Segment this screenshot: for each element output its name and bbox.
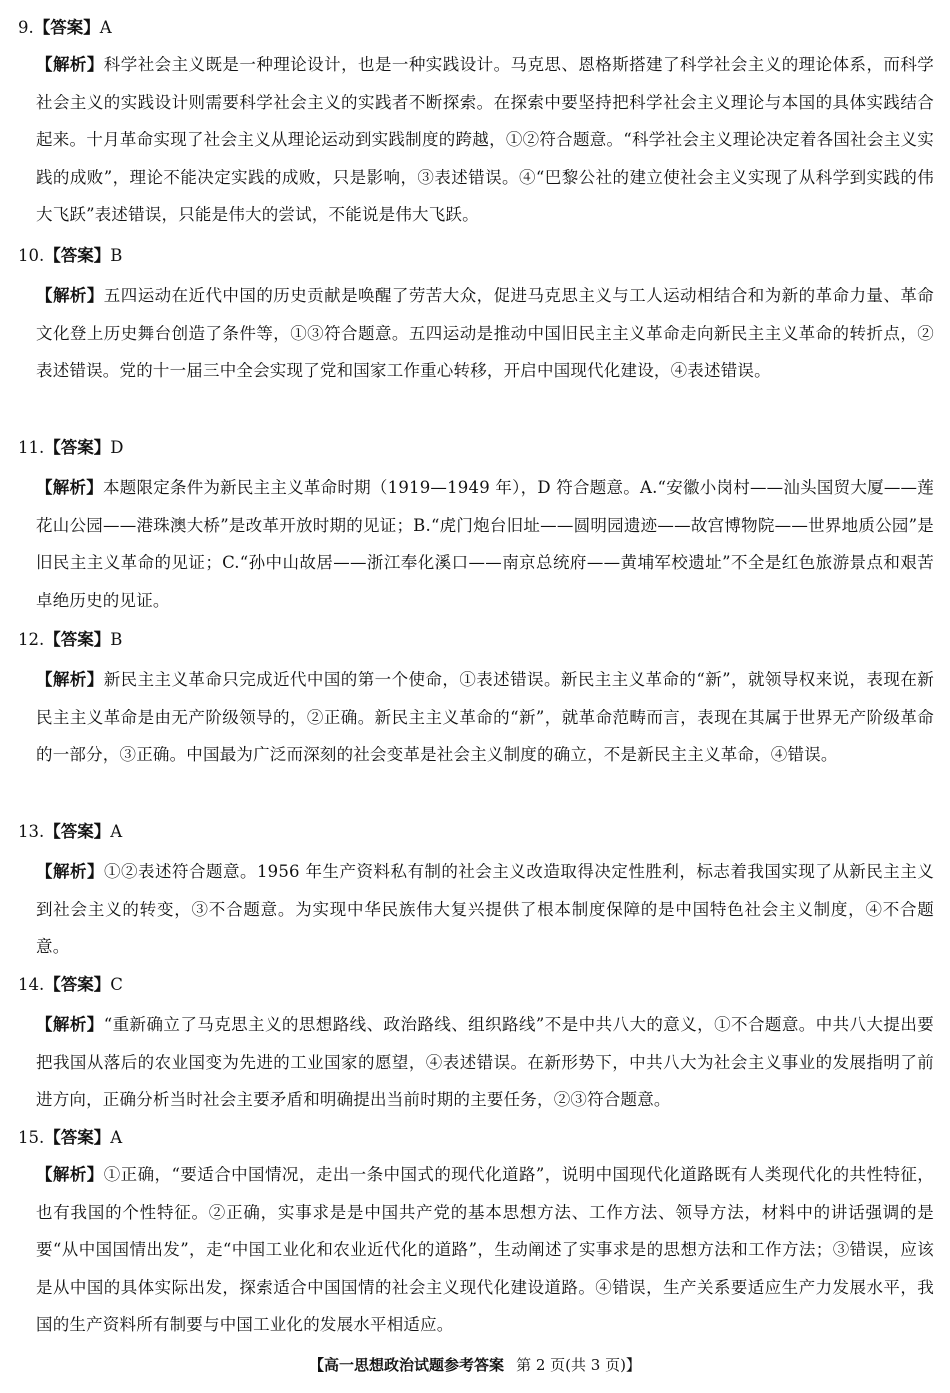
question-number: 9. [18, 18, 34, 37]
analysis-label: 【解析】 [36, 286, 104, 305]
analysis-block-11 [36, 469, 934, 619]
analysis-block-15 [36, 1156, 934, 1344]
footer-title: 【高一思想政治试题参考答案 [309, 1356, 505, 1374]
answer-line-10 [18, 244, 918, 268]
answer-line-12 [18, 628, 918, 652]
answer-label: 【答案】 [44, 438, 111, 457]
answer-line-13 [18, 820, 918, 844]
answer-label: 【答案】 [44, 975, 111, 994]
analysis-block-14 [36, 1006, 934, 1119]
analysis-text: 五四运动在近代中国的历史贡献是唤醒了劳苦大众，促进马克思主义与工人运动相结合和为新的革命力量、革命文化登上历史舞台创造了条件等，①③符合题意。五四运动是推动中国旧民主主义革命走向新民主主义革命的转折点，②表述错误。党的十一届三中全会实现了党和国家工作重心转移，开启中国现代化建设，④表述错误。 [36, 286, 934, 380]
answer-value: A [110, 822, 123, 841]
answer-value: B [110, 246, 123, 265]
answer-value: A [110, 1128, 123, 1147]
analysis-text: 本题限定条件为新民主主义革命时期（1919—1949 年），D 符合题意。A.“安徽小岗村——汕头国贸大厦——莲花山公园——港珠澳大桥”是改革开放时期的见证；B.“虎门炮台旧址——圆明园遗迹——故宫博物院——世界地质公园”是旧民主主义革命的见证；C.“孙中山故居——浙江奉化溪口——南京总统府——黄埔军校遗址”不全是红色旅游景点和艰苦卓绝历史的见证。 [36, 478, 934, 610]
answer-value: A [99, 18, 112, 37]
analysis-text: “重新确立了马克思主义的思想路线、政治路线、组织路线”不是中共八大的意义，①不合题意。中共八大提出要把我国从落后的农业国变为先进的工业国家的愿望，④表述错误。在新形势下，中共八大为社会主义事业的发展指明了前进方向，正确分析当时社会主要矛盾和明确提出当前时期的主要任务，②③符合题意。 [36, 1015, 934, 1109]
question-number: 15. [18, 1128, 45, 1147]
analysis-label: 【解析】 [36, 1165, 104, 1184]
footer-page-number: 第 2 页(共 3 页)】 [516, 1356, 641, 1374]
analysis-text: 新民主主义革命只完成近代中国的第一个使命，①表述错误。新民主主义革命的“新”，就领导权来说，表现在新民主主义革命是由无产阶级领导的，②正确。新民主主义革命的“新”，就革命范畴而言，表现在其属于世界无产阶级革命的一部分，③正确。中国最为广泛而深刻的社会变革是社会主义制度的确立，不是新民主主义革命，④错误。 [36, 670, 934, 764]
answer-label: 【答案】 [44, 1128, 111, 1147]
answer-line-14 [18, 973, 918, 997]
answer-label: 【答案】 [44, 246, 111, 265]
answer-value: B [110, 630, 123, 649]
answer-value: D [110, 438, 124, 457]
analysis-block-12 [36, 661, 934, 774]
analysis-block-9 [36, 46, 934, 234]
answer-line-15 [18, 1126, 918, 1150]
analysis-text: ①②表述符合题意。1956 年生产资料私有制的社会主义改造取得决定性胜利，标志着我国实现了从新民主主义到社会主义的转变，③不合题意。为实现中华民族伟大复兴提供了根本制度保障的是中国特色社会主义制度，④不合题意。 [36, 862, 934, 956]
analysis-label: 【解析】 [36, 55, 104, 74]
analysis-text: 科学社会主义既是一种理论设计，也是一种实践设计。马克思、恩格斯搭建了科学社会主义的理论体系，而科学社会主义的实践设计则需要科学社会主义的实践者不断探索。在探索中要坚持把科学社会主义理论与本国的具体实践结合起来。十月革命实现了社会主义从理论运动到实践制度的跨越，①②符合题意。“科学社会主义理论决定着各国社会主义实践的成败”，理论不能决定实践的成败，只是影响，③表述错误。④“巴黎公社的建立使社会主义实现了从科学到实践的伟大飞跃”表述错误，只能是伟大的尝试，不能说是伟大飞跃。 [36, 55, 934, 224]
analysis-label: 【解析】 [36, 862, 104, 881]
answer-label: 【答案】 [33, 18, 100, 37]
answer-label: 【答案】 [44, 822, 111, 841]
analysis-block-13 [36, 853, 934, 966]
answer-line-9 [18, 16, 918, 40]
analysis-block-10 [36, 277, 934, 390]
question-number: 10. [18, 246, 45, 265]
analysis-label: 【解析】 [36, 478, 103, 497]
answer-value: C [110, 975, 123, 994]
question-number: 11. [18, 438, 45, 457]
page-footer [0, 1353, 950, 1377]
answer-label: 【答案】 [44, 630, 111, 649]
analysis-text: ①正确，“要适合中国情况，走出一条中国式的现代化道路”，说明中国现代化道路既有人类现代化的共性特征，也有我国的个性特征。②正确，实事求是是中国共产党的基本思想方法、工作方法、领导方法，材料中的讲话强调的是要“从中国国情出发”，走“中国工业化和农业近代化的道路”，生动阐述了实事求是的思想方法和工作方法；③错误，应该是从中国的具体实际出发，探索适合中国国情的社会主义现代化建设道路。④错误，生产关系要适应生产力发展水平，我国的生产资料所有制要与中国工业化的发展水平相适应。 [36, 1165, 934, 1334]
analysis-label: 【解析】 [36, 1015, 104, 1034]
question-number: 13. [18, 822, 45, 841]
answer-line-11 [18, 436, 918, 460]
analysis-label: 【解析】 [36, 670, 104, 689]
question-number: 12. [18, 630, 45, 649]
question-number: 14. [18, 975, 45, 994]
